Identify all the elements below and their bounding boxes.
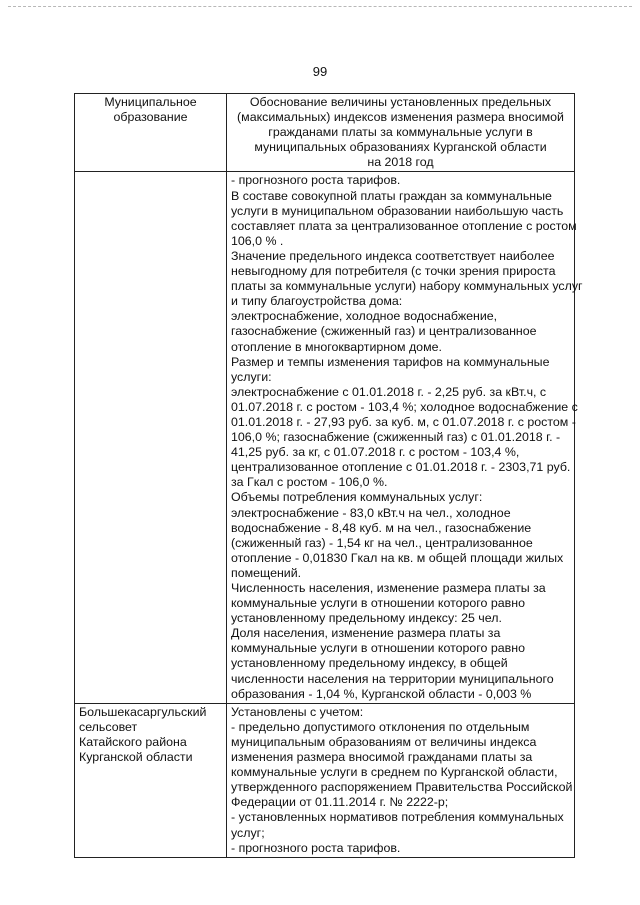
scan-edge-line [8, 6, 632, 9]
text-line: Федерации от 01.11.2014 г. № 2222-р; [231, 795, 449, 810]
municipality-cell [75, 172, 227, 703]
municipality-line: сельсовет [79, 719, 138, 734]
text-line: (сжиженный газ) - 1,54 кг на чел., централизованное [231, 535, 533, 550]
text-line: электроснабжение с 01.01.2018 г. - 2,25 руб. за кВт.ч, с [231, 384, 547, 399]
table-header-row [75, 94, 575, 172]
municipality-line: Катайского района [79, 734, 187, 749]
header-justification-line: муниципальных образованиях Курганской области [254, 140, 547, 155]
header-justification-line: гражданами платы за коммунальные услуги в [268, 125, 533, 140]
text-line: коммунальные услуги в отношении которого равно [231, 596, 525, 611]
text-line: 01.07.2018 г. с ростом - 103,4 %; холодное водоснабжение с [231, 399, 578, 414]
text-line: Численность населения, изменение размера платы за [231, 581, 546, 595]
text-line: коммунальные услуги в среднем по Курганской области, [231, 765, 558, 780]
header-justification-line: (максимальных) индексов изменения размера вносимой [237, 110, 564, 125]
text-line: услуги: [231, 369, 272, 384]
text-line: газоснабжение (сжиженный газ) и централизованное [231, 324, 537, 339]
municipality-cell [75, 703, 227, 857]
table-row [75, 172, 575, 703]
municipality-line: Большекасаргульский [79, 704, 207, 719]
text-line: Размер и темпы изменения тарифов на коммунальные [231, 354, 550, 369]
text-line: 106,0 %; газоснабжение (сжиженный газ) с 01.01.2018 г. - [231, 430, 561, 445]
text-line: и типу благоустройства дома: [231, 294, 403, 309]
header-municipality-line: образование [113, 110, 188, 125]
text-line: водоснабжение - 8,48 куб. м на чел., газоснабжение [231, 520, 532, 535]
text-line: установленному предельному индексу, в общей [231, 656, 508, 671]
text-line: 106,0 % . [231, 233, 284, 248]
text-line: - прогнозного роста тарифов. [231, 173, 401, 188]
table-row [75, 703, 575, 857]
text-line: невыгодному для потребителя (с точки зрения прироста [231, 264, 556, 279]
text-line: утвержденного распоряжением Правительства Российской [231, 780, 573, 795]
text-line: коммунальные услуги в отношении которого равно [231, 641, 525, 656]
text-line: услуги в муниципальном образовании наибольшую часть [231, 203, 564, 218]
text-line: централизованное отопление с 01.01.2018 г. - 2303,71 руб. [231, 460, 571, 475]
text-line: составляет плата за централизованное отопление с ростом [231, 218, 577, 233]
page-number: 99 [312, 64, 328, 79]
text-line: за Гкал с ростом - 106,0 %. [231, 475, 388, 490]
text-line: - установленных нормативов потребления коммунальных [231, 810, 564, 825]
header-municipality [75, 94, 227, 172]
text-line: электроснабжение - 83,0 кВт.ч на чел., холодное [231, 505, 511, 520]
text-line: 01.01.2018 г. - 27,93 руб. за куб. м, с 01.07.2018 г. с ростом - [231, 414, 576, 429]
text-line: - предельно допустимого отклонения по отдельным [231, 719, 530, 734]
text-line: численности населения на территории муниципального [231, 671, 554, 686]
header-justification-line: Обоснование величины установленных предельных [249, 95, 552, 109]
header-justification [227, 94, 575, 172]
text-line: установленному предельному индексу: 25 чел. [231, 611, 502, 626]
text-line: услуг; [231, 825, 265, 840]
text-line: Объемы потребления коммунальных услуг: [231, 490, 483, 505]
text-line: В составе совокупной платы граждан за коммунальные [231, 188, 552, 203]
text-line: - прогнозного роста тарифов. [231, 840, 401, 855]
text-line: Установлены с учетом: [231, 704, 364, 719]
text-line: платы за коммунальные услуги) набору коммунальных услуг [231, 279, 583, 294]
text-line: образования - 1,04 %, Курганской области - 0,003 % [231, 686, 532, 701]
municipality-line: Курганской области [79, 750, 193, 765]
header-justification-line: на 2018 год [367, 155, 434, 170]
text-line: отопление в многоквартирном доме. [231, 339, 442, 354]
text-line: помещений. [231, 565, 302, 580]
text-line: Значение предельного индекса соответствует наиболее [231, 248, 555, 263]
text-line: Доля населения, изменение размера платы за [231, 626, 501, 641]
text-line: изменения размера вносимой гражданами платы за [231, 750, 533, 765]
tariff-table [74, 93, 583, 858]
justification-cell [227, 703, 575, 857]
text-line: 41,25 руб. за кг, с 01.07.2018 г. с ростом - 103,4 %, [231, 445, 520, 460]
header-municipality-line: Муниципальное [104, 95, 197, 109]
justification-cell [227, 172, 583, 703]
text-line: электроснабжение, холодное водоснабжение, [231, 309, 498, 324]
text-line: отопление - 0,01830 Гкал на кв. м общей площади жилых [231, 550, 564, 565]
text-line: муниципальным образованиям от величины индекса [231, 734, 537, 749]
